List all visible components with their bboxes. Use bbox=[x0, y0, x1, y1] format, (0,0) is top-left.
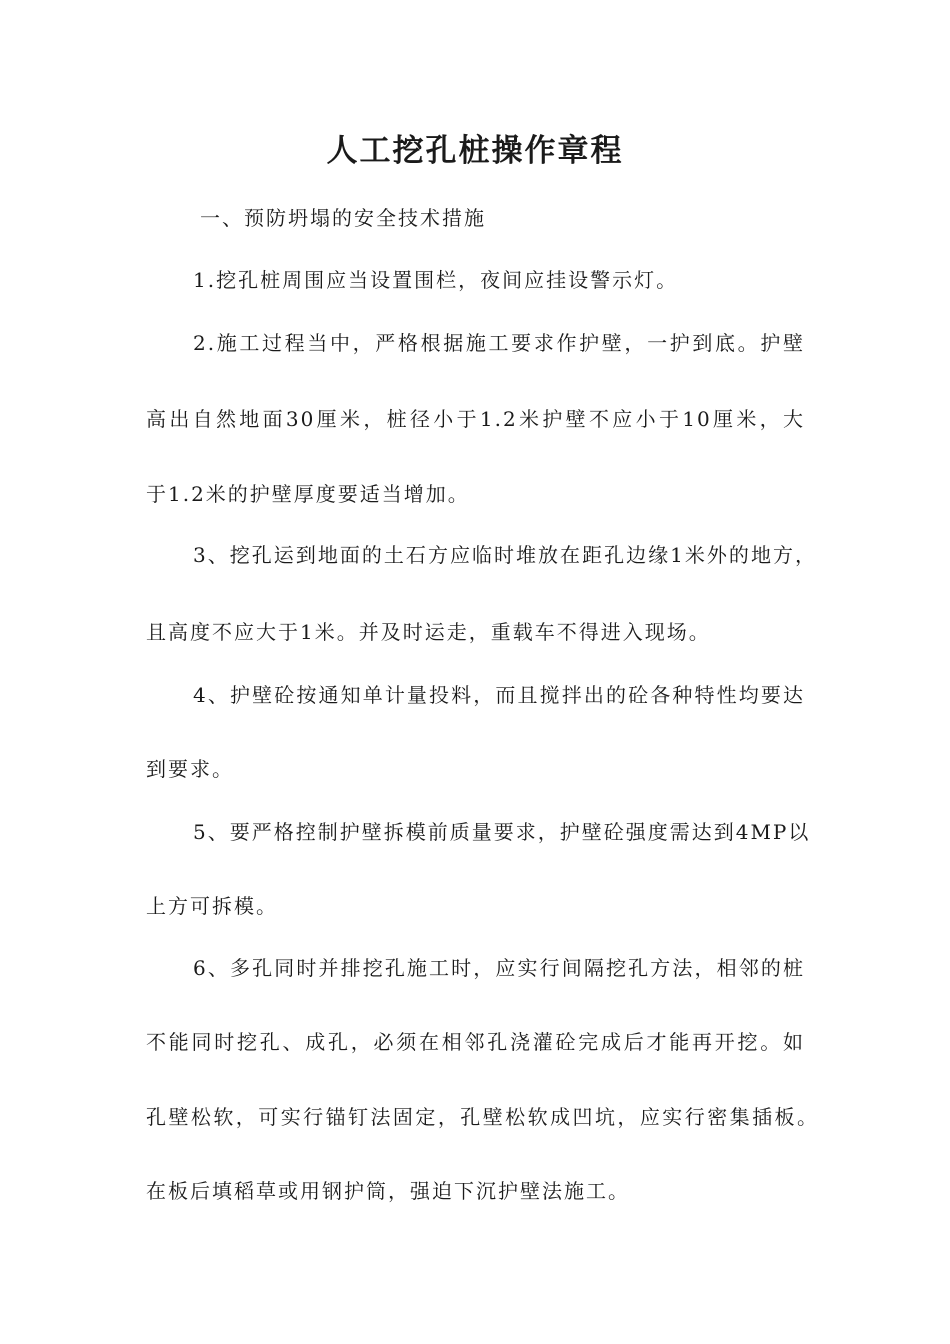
paragraph-line: 3、挖孔运到地面的土石方应临时堆放在距孔边缘1米外的地方， bbox=[193, 543, 817, 567]
paragraph-line: 孔壁松软，可实行锚钉法固定，孔壁松软成凹坑，应实行密集插板。 bbox=[146, 1105, 819, 1129]
paragraph-line: 在板后填稻草或用钢护筒，强迫下沉护壁法施工。 bbox=[146, 1179, 630, 1203]
paragraph-line: 且高度不应大于1米。并及时运走，重载车不得进入现场。 bbox=[146, 620, 711, 644]
paragraph-line: 1.挖孔桩周围应当设置围栏，夜间应挂设警示灯。 bbox=[193, 268, 679, 292]
paragraph-line: 6、多孔同时并排挖孔施工时，应实行间隔挖孔方法，相邻的桩 bbox=[193, 956, 805, 980]
paragraph-line: 5、要严格控制护壁拆模前质量要求，护壁砼强度需达到4MP以 bbox=[193, 820, 811, 844]
document-title: 人工挖孔桩操作章程 bbox=[326, 133, 624, 169]
paragraph-line: 4、护壁砼按通知单计量投料，而且搅拌出的砼各种特性均要达 bbox=[193, 683, 805, 707]
paragraph-line: 到要求。 bbox=[146, 757, 234, 781]
section-heading: 一、预防坍塌的安全技术措施 bbox=[200, 206, 486, 230]
paragraph-line: 高出自然地面30厘米，桩径小于1.2米护壁不应小于10厘米，大 bbox=[146, 407, 805, 431]
paragraph-line: 不能同时挖孔、成孔，必须在相邻孔浇灌砼完成后才能再开挖。如 bbox=[146, 1030, 805, 1054]
paragraph-line: 2.施工过程当中，严格根据施工要求作护壁，一护到底。护壁 bbox=[193, 331, 805, 355]
paragraph-line: 上方可拆模。 bbox=[146, 894, 278, 918]
paragraph-line: 于1.2米的护壁厚度要适当增加。 bbox=[146, 482, 470, 506]
